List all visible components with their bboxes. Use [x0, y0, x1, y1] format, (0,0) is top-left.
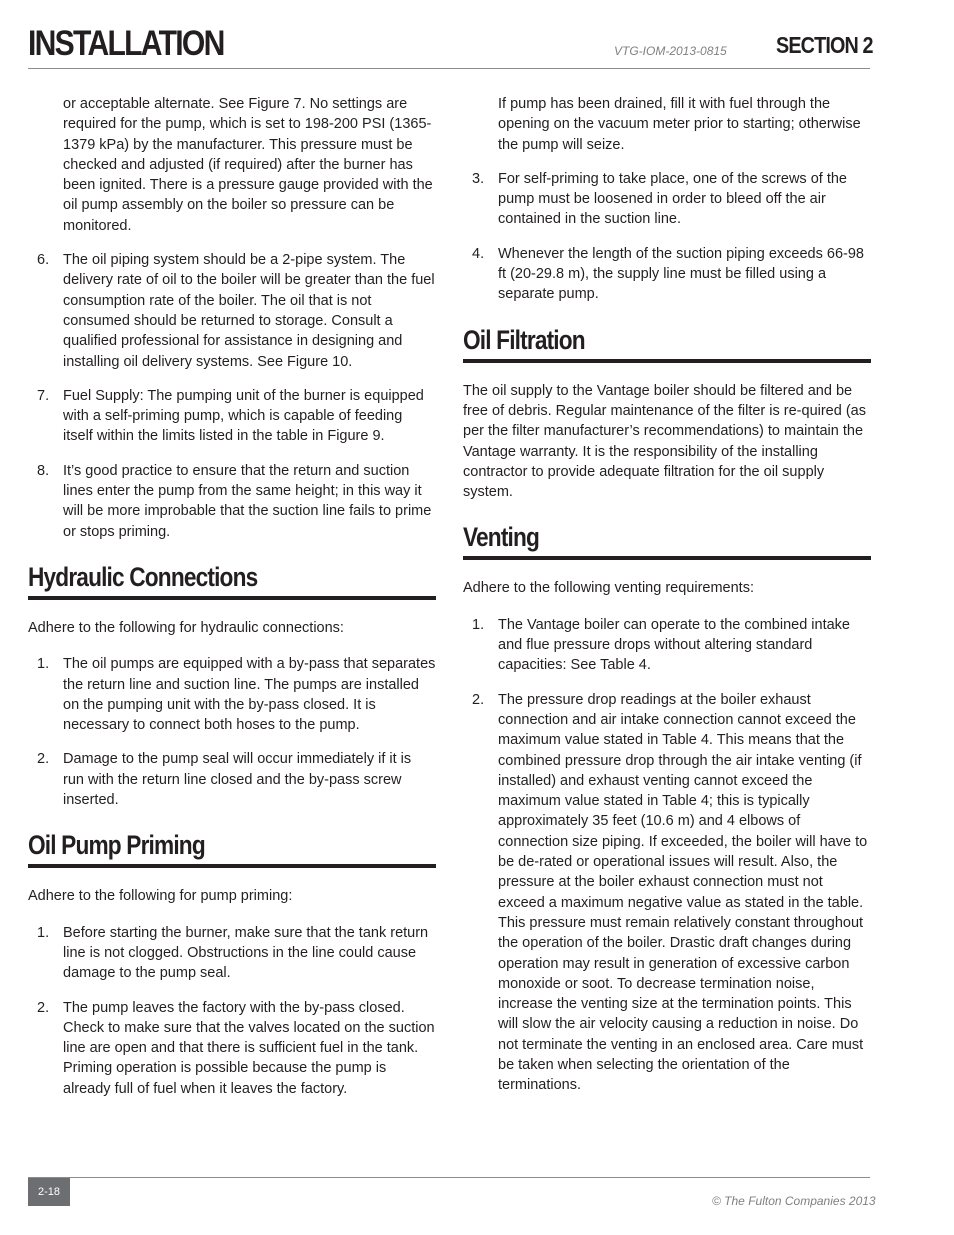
heading-oil-pump-priming: Oil Pump Priming [28, 830, 205, 861]
item-number: 2. [472, 691, 485, 708]
item-number: 2. [37, 999, 50, 1016]
item-text: The Vantage boiler can operate to the combined intake and flue pressure drops without altering standard capacities: See Table 4. [498, 616, 850, 674]
list-item [28, 461, 436, 542]
footer-rule [28, 1177, 870, 1178]
heading-rule [463, 556, 871, 560]
list-item [28, 749, 436, 810]
left-column [28, 94, 436, 1113]
section-intro: Adhere to the following for pump priming: [28, 888, 293, 905]
item-text: The pressure drop readings at the boiler exhaust connection and air intake connection cannot exceed the maximum value stated in Table 4. This means that the combined pressure drop through the air intake venting (if installed) and exhaust venting cannot exceed the maximum value stated in Table 4; this is typically approximately 35 feet (10.6 m) and 4 elbows of connection size piping. If exceeded, the boiler will have to be de-rated or operational issues will result. Also, the pressure at the boiler exhaust connection must not exceed a maximum negative value as stated in the table. This pressure must remain relatively constant throughout the operation of the boiler. Drastic draft changes during operation may result in generation of excessive carbon monoxide or soot. To decrease termination noise, increase the venting size at the termination points. This will slow the air velocity causing a reduction in noise. Do not terminate the venting in an enclosed area. Care must be taken when selecting the orientation of the terminations. [498, 691, 868, 1094]
list-item [28, 386, 436, 447]
item-text: Whenever the length of the suction piping exceeds 66-98 ft (20-29.8 m), the supply line must be filled using a separate pump. [498, 245, 864, 303]
heading-rule [28, 864, 436, 868]
document-code: VTG-IOM-2013-0815 [614, 44, 727, 58]
list-item [28, 998, 436, 1099]
heading-rule [463, 359, 871, 363]
section-intro: Adhere to the following venting requirements: [463, 580, 754, 597]
heading-venting: Venting [463, 522, 540, 553]
item-number: 8. [37, 462, 50, 479]
list-item [28, 923, 436, 984]
page-title: INSTALLATION [28, 24, 224, 63]
copyright-notice: © The Fulton Companies 2013 [712, 1194, 876, 1208]
section-label: SECTION 2 [776, 32, 873, 58]
list-item [28, 654, 436, 735]
header-rule [28, 68, 870, 69]
list-item [28, 250, 436, 372]
item-number: 2. [37, 751, 50, 768]
list-item [463, 690, 871, 1096]
item-text: Damage to the pump seal will occur immediately if it is run with the return line closed and the by-pass screw inserted. [63, 751, 412, 809]
item-text: For self-priming to take place, one of the screws of the pump must be loosened in order to bleed off the air contained in the suction line. [498, 170, 847, 228]
item-text: Fuel Supply: The pumping unit of the burner is equipped with a self-priming pump, which is capable of feeding itself within the limits listed in the table in Figure 9. [63, 387, 424, 445]
heading-hydraulic-connections: Hydraulic Connections [28, 561, 258, 592]
section-intro: Adhere to the following for hydraulic connections: [28, 619, 344, 636]
item-number: 1. [37, 656, 50, 673]
item-text: Before starting the burner, make sure that the tank return line is not clogged. Obstructions in the line could cause damage to the pump seal. [63, 924, 429, 982]
list-item [463, 169, 871, 230]
installation-steps-list [28, 250, 436, 542]
item-number: 1. [472, 616, 485, 633]
item-number: 3. [472, 170, 485, 187]
page-number: 2-18 [28, 1178, 70, 1206]
item-text: The oil pumps are equipped with a by-pass that separates the return line and suction line. The pumps are installed on the pumping unit with the by-pass closed. It is necessary to connect both hoses to the pump. [63, 656, 436, 734]
heading-rule [28, 596, 436, 600]
list-item [463, 244, 871, 305]
item-text: It’s good practice to ensure that the return and suction lines enter the pump from the same height; in this way it will be more improbable that the suction line fails to prime or stops priming. [63, 462, 432, 540]
item-text: The oil piping system should be a 2-pipe system. The delivery rate of oil to the boiler will be greater than the fuel consumption rate of the boiler. The oil that is not consumed should be returned to storage. Consult a qualified professional for assistance in designing and installing oil delivery systems. See Figure 10. [63, 252, 435, 370]
hydraulic-list [28, 654, 436, 810]
right-column [463, 94, 871, 1110]
venting-list [463, 615, 871, 1096]
item-number: 1. [37, 924, 50, 941]
continued-paragraph: If pump has been drained, fill it with fuel through the opening on the vacuum meter prior to starting; otherwise the pump will seize. [498, 96, 861, 153]
priming-list [28, 923, 436, 1099]
list-item [463, 615, 871, 676]
item-number: 6. [37, 252, 50, 269]
heading-oil-filtration: Oil Filtration [463, 324, 585, 355]
item-number: 7. [37, 387, 50, 404]
continued-paragraph: or acceptable alternate. See Figure 7. No settings are required for the pump, which is set to 198-200 PSI (1365-1379 kPa) by the manufacturer. This pressure must be checked and adjusted (if required) after the burner has been ignited. There is a pressure gauge provided with the oil pump assembly on the boiler so pressure can be monitored. [63, 96, 433, 234]
filtration-paragraph: The oil supply to the Vantage boiler should be filtered and be free of debris. Regular maintenance of the filter is re-quired (as per the filter manufacturer’s recommendations) to maintain the Vantage warranty. It is the responsibility of the installing contractor to provide adequate filtration for the oil supply system. [463, 382, 866, 501]
item-number: 4. [472, 245, 485, 262]
item-text: The pump leaves the factory with the by-pass closed. Check to make sure that the valves located on the suction line are open and that there is sufficient fuel in the tank. Priming operation is possible because the pump is already full of fuel when it leaves the factory. [63, 999, 435, 1097]
priming-list-continued [463, 169, 871, 305]
